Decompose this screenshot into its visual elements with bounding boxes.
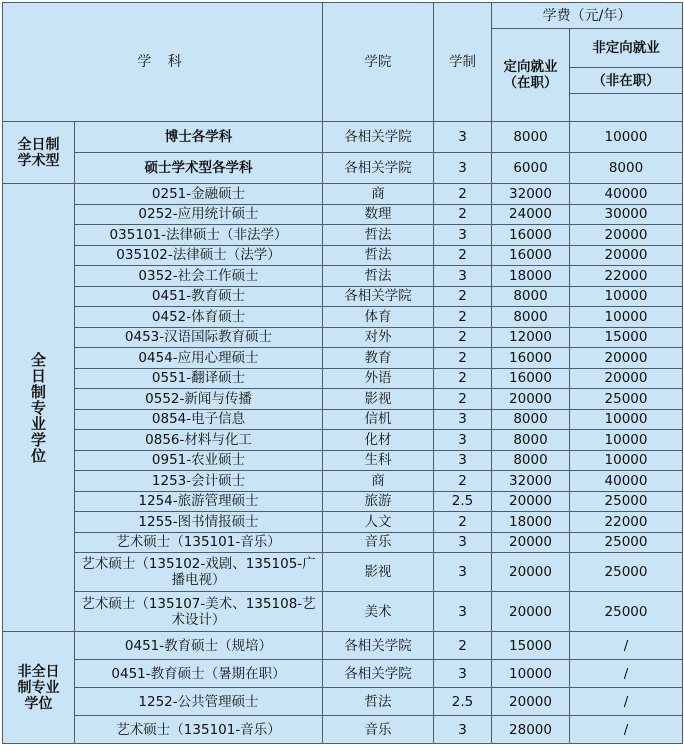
nondirected-fee-cell: 25000 bbox=[570, 491, 683, 512]
subject-cell: 0951-农业硕士 bbox=[75, 450, 323, 471]
directed-fee-cell: 10000 bbox=[492, 660, 570, 688]
subject-cell: 0454-应用心理硕士 bbox=[75, 348, 323, 369]
directed-fee-cell: 15000 bbox=[492, 632, 570, 660]
duration-cell: 2 bbox=[434, 632, 492, 660]
subject-cell: 艺术硕士（135101-音乐） bbox=[75, 532, 323, 553]
table-row bbox=[3, 225, 683, 246]
subject-cell: 0453-汉语国际教育硕士 bbox=[75, 327, 323, 348]
school-cell: 哲法 bbox=[323, 225, 434, 246]
subject-cell: 硕士学术型各学科 bbox=[75, 153, 323, 184]
category-professional: 全日制专业学位 bbox=[3, 184, 75, 632]
nondirected-fee-cell: / bbox=[570, 716, 683, 744]
directed-fee-cell: 20000 bbox=[492, 592, 570, 632]
duration-cell: 3 bbox=[434, 532, 492, 553]
directed-fee-cell: 32000 bbox=[492, 471, 570, 492]
table-row bbox=[3, 122, 683, 153]
school-cell: 各相关学院 bbox=[323, 122, 434, 153]
table-row bbox=[3, 450, 683, 471]
subject-cell: 0551-翻译硕士 bbox=[75, 368, 323, 389]
duration-cell: 2 bbox=[434, 368, 492, 389]
school-cell: 各相关学院 bbox=[323, 286, 434, 307]
nondirected-fee-cell: 20000 bbox=[570, 348, 683, 369]
duration-cell: 2 bbox=[434, 512, 492, 533]
table-row bbox=[3, 286, 683, 307]
school-cell: 对外 bbox=[323, 327, 434, 348]
nondirected-fee-cell: 25000 bbox=[570, 592, 683, 632]
header-nondirected-line1: 非定向就业 bbox=[570, 29, 683, 68]
table-row bbox=[3, 204, 683, 225]
directed-fee-cell: 8000 bbox=[492, 450, 570, 471]
directed-fee-cell: 6000 bbox=[492, 153, 570, 184]
directed-fee-cell: 12000 bbox=[492, 327, 570, 348]
subject-cell: 035101-法律硕士（非法学） bbox=[75, 225, 323, 246]
duration-cell: 2.5 bbox=[434, 688, 492, 716]
duration-cell: 2 bbox=[434, 348, 492, 369]
nondirected-fee-cell: 10000 bbox=[570, 307, 683, 328]
subject-cell: 0451-教育硕士 bbox=[75, 286, 323, 307]
school-cell: 人文 bbox=[323, 512, 434, 533]
subject-cell: 博士各学科 bbox=[75, 122, 323, 153]
header-fee: 学费（元/年） bbox=[492, 3, 683, 29]
table-row bbox=[3, 632, 683, 660]
table-row bbox=[3, 491, 683, 512]
subject-cell: 0252-应用统计硕士 bbox=[75, 204, 323, 225]
duration-cell: 2 bbox=[434, 389, 492, 410]
table-row bbox=[3, 716, 683, 744]
table-row bbox=[3, 153, 683, 184]
subject-cell: 1254-旅游管理硕士 bbox=[75, 491, 323, 512]
duration-cell: 2 bbox=[434, 245, 492, 266]
table-row bbox=[3, 553, 683, 592]
directed-fee-cell: 28000 bbox=[492, 716, 570, 744]
nondirected-fee-cell: 25000 bbox=[570, 389, 683, 410]
table-row bbox=[3, 471, 683, 492]
header-duration: 学制 bbox=[434, 3, 492, 122]
nondirected-fee-cell: 10000 bbox=[570, 430, 683, 451]
nondirected-fee-cell: 22000 bbox=[570, 512, 683, 533]
subject-cell: 0251-金融硕士 bbox=[75, 184, 323, 205]
table-row bbox=[3, 389, 683, 410]
school-cell: 音乐 bbox=[323, 716, 434, 744]
school-cell: 商 bbox=[323, 184, 434, 205]
nondirected-fee-cell: / bbox=[570, 688, 683, 716]
directed-fee-cell: 24000 bbox=[492, 204, 570, 225]
directed-fee-cell: 16000 bbox=[492, 225, 570, 246]
school-cell: 教育 bbox=[323, 348, 434, 369]
school-cell: 信机 bbox=[323, 409, 434, 430]
category-academic: 全日制学术型 bbox=[3, 122, 75, 184]
nondirected-fee-cell: 8000 bbox=[570, 153, 683, 184]
table-row bbox=[3, 327, 683, 348]
nondirected-fee-cell: 10000 bbox=[570, 122, 683, 153]
nondirected-fee-cell: 10000 bbox=[570, 409, 683, 430]
nondirected-fee-cell: 10000 bbox=[570, 286, 683, 307]
table-row bbox=[3, 430, 683, 451]
nondirected-fee-cell: 20000 bbox=[570, 245, 683, 266]
table-row bbox=[3, 184, 683, 205]
duration-cell: 2 bbox=[434, 307, 492, 328]
school-cell: 商 bbox=[323, 471, 434, 492]
subject-cell: 1253-会计硕士 bbox=[75, 471, 323, 492]
nondirected-fee-cell: 22000 bbox=[570, 266, 683, 287]
duration-cell: 3 bbox=[434, 716, 492, 744]
directed-fee-cell: 20000 bbox=[492, 688, 570, 716]
header-directed: 定向就业（在职） bbox=[492, 29, 570, 122]
duration-cell: 2 bbox=[434, 184, 492, 205]
school-cell: 各相关学院 bbox=[323, 660, 434, 688]
category-parttime: 非全日制专业学位 bbox=[3, 632, 75, 744]
table-row bbox=[3, 409, 683, 430]
table-row bbox=[3, 688, 683, 716]
directed-fee-cell: 16000 bbox=[492, 348, 570, 369]
header-nondirected-line2: （非在职） bbox=[570, 68, 683, 94]
school-cell: 体育 bbox=[323, 307, 434, 328]
nondirected-fee-cell: 25000 bbox=[570, 553, 683, 592]
duration-cell: 2 bbox=[434, 286, 492, 307]
duration-cell: 3 bbox=[434, 122, 492, 153]
subject-cell: 艺术硕士（135107-美术、135108-艺术设计） bbox=[75, 592, 323, 632]
duration-cell: 3 bbox=[434, 430, 492, 451]
header-school: 学院 bbox=[323, 3, 434, 122]
duration-cell: 2.5 bbox=[434, 491, 492, 512]
nondirected-fee-cell: 15000 bbox=[570, 327, 683, 348]
table-row bbox=[3, 266, 683, 287]
nondirected-fee-cell: / bbox=[570, 660, 683, 688]
table-row bbox=[3, 512, 683, 533]
school-cell: 影视 bbox=[323, 389, 434, 410]
duration-cell: 3 bbox=[434, 153, 492, 184]
table-row bbox=[3, 368, 683, 389]
table-row bbox=[3, 348, 683, 369]
school-cell: 哲法 bbox=[323, 245, 434, 266]
subject-cell: 1252-公共管理硕士 bbox=[75, 688, 323, 716]
duration-cell: 3 bbox=[434, 660, 492, 688]
nondirected-fee-cell: 40000 bbox=[570, 471, 683, 492]
subject-cell: 0452-体育硕士 bbox=[75, 307, 323, 328]
duration-cell: 2 bbox=[434, 471, 492, 492]
duration-cell: 2 bbox=[434, 327, 492, 348]
directed-fee-cell: 32000 bbox=[492, 184, 570, 205]
school-cell: 影视 bbox=[323, 553, 434, 592]
subject-cell: 艺术硕士（135102-戏剧、135105-广播电视） bbox=[75, 553, 323, 592]
subject-cell: 艺术硕士（135101-音乐） bbox=[75, 716, 323, 744]
directed-fee-cell: 8000 bbox=[492, 286, 570, 307]
duration-cell: 3 bbox=[434, 266, 492, 287]
school-cell: 化材 bbox=[323, 430, 434, 451]
school-cell: 生科 bbox=[323, 450, 434, 471]
duration-cell: 3 bbox=[434, 450, 492, 471]
subject-cell: 0451-教育硕士（规培） bbox=[75, 632, 323, 660]
directed-fee-cell: 18000 bbox=[492, 266, 570, 287]
school-cell: 旅游 bbox=[323, 491, 434, 512]
school-cell: 数理 bbox=[323, 204, 434, 225]
header-spacer bbox=[570, 94, 683, 122]
school-cell: 哲法 bbox=[323, 688, 434, 716]
directed-fee-cell: 16000 bbox=[492, 245, 570, 266]
school-cell: 哲法 bbox=[323, 266, 434, 287]
school-cell: 各相关学院 bbox=[323, 153, 434, 184]
directed-fee-cell: 16000 bbox=[492, 368, 570, 389]
school-cell: 美术 bbox=[323, 592, 434, 632]
school-cell: 各相关学院 bbox=[323, 632, 434, 660]
header-subject: 学 科 bbox=[3, 3, 323, 122]
directed-fee-cell: 8000 bbox=[492, 409, 570, 430]
nondirected-fee-cell: / bbox=[570, 632, 683, 660]
nondirected-fee-cell: 10000 bbox=[570, 450, 683, 471]
directed-fee-cell: 20000 bbox=[492, 532, 570, 553]
directed-fee-cell: 20000 bbox=[492, 553, 570, 592]
directed-fee-cell: 8000 bbox=[492, 122, 570, 153]
table-row bbox=[3, 592, 683, 632]
duration-cell: 3 bbox=[434, 225, 492, 246]
table-row bbox=[3, 532, 683, 553]
table-row bbox=[3, 307, 683, 328]
duration-cell: 2 bbox=[434, 204, 492, 225]
directed-fee-cell: 20000 bbox=[492, 389, 570, 410]
directed-fee-cell: 8000 bbox=[492, 307, 570, 328]
school-cell: 音乐 bbox=[323, 532, 434, 553]
school-cell: 外语 bbox=[323, 368, 434, 389]
duration-cell: 3 bbox=[434, 592, 492, 632]
nondirected-fee-cell: 20000 bbox=[570, 225, 683, 246]
nondirected-fee-cell: 20000 bbox=[570, 368, 683, 389]
subject-cell: 0352-社会工作硕士 bbox=[75, 266, 323, 287]
tuition-table bbox=[2, 2, 683, 744]
table-row bbox=[3, 660, 683, 688]
subject-cell: 0854-电子信息 bbox=[75, 409, 323, 430]
directed-fee-cell: 18000 bbox=[492, 512, 570, 533]
directed-fee-cell: 20000 bbox=[492, 491, 570, 512]
subject-cell: 0552-新闻与传播 bbox=[75, 389, 323, 410]
table-row bbox=[3, 245, 683, 266]
nondirected-fee-cell: 40000 bbox=[570, 184, 683, 205]
duration-cell: 3 bbox=[434, 409, 492, 430]
duration-cell: 3 bbox=[434, 553, 492, 592]
subject-cell: 0856-材料与化工 bbox=[75, 430, 323, 451]
directed-fee-cell: 8000 bbox=[492, 430, 570, 451]
subject-cell: 035102-法律硕士（法学） bbox=[75, 245, 323, 266]
nondirected-fee-cell: 30000 bbox=[570, 204, 683, 225]
subject-cell: 0451-教育硕士（暑期在职） bbox=[75, 660, 323, 688]
subject-cell: 1255-图书情报硕士 bbox=[75, 512, 323, 533]
nondirected-fee-cell: 25000 bbox=[570, 532, 683, 553]
